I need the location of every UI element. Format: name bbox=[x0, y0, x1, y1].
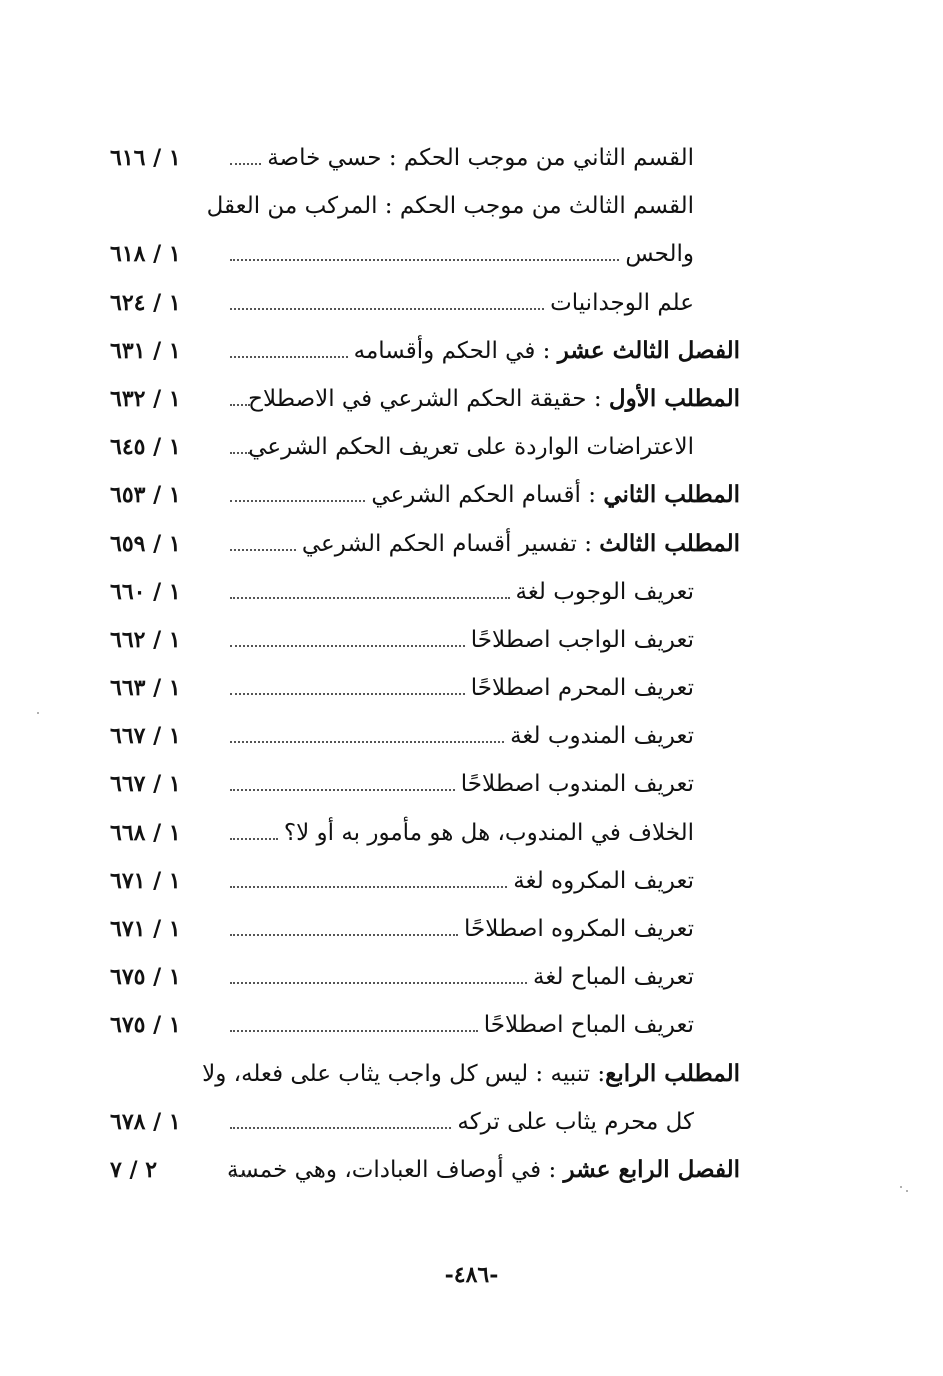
dot-leader bbox=[230, 597, 510, 599]
dot-leader bbox=[230, 789, 455, 791]
dot-leader bbox=[230, 693, 465, 695]
toc-entry-heading: الفصل الرابع عشر bbox=[563, 1155, 740, 1183]
toc-entry-text: تعريف الوجوب لغة bbox=[515, 578, 694, 605]
toc-entry bbox=[0, 183, 943, 231]
toc-entry-text: : في أوصاف العبادات، وهي خمسة bbox=[226, 1156, 564, 1183]
toc-entry bbox=[0, 665, 943, 713]
toc-entry bbox=[0, 569, 943, 617]
page-number-footer: -٤٨٦- bbox=[444, 1262, 499, 1288]
dot-leader bbox=[230, 886, 507, 888]
toc-entry bbox=[0, 1051, 943, 1099]
toc-entry bbox=[0, 954, 943, 1002]
toc-page-reference: ١ / ٦١٦ bbox=[110, 145, 181, 171]
toc-entry bbox=[0, 472, 943, 520]
toc-entry-title bbox=[248, 382, 740, 416]
toc-entry-heading: المطلب الرابع bbox=[605, 1059, 740, 1087]
toc-entry-text: تعريف المكروه لغة bbox=[513, 867, 694, 894]
toc-entry-title bbox=[533, 960, 694, 994]
toc-entry-heading: المطلب الثاني bbox=[603, 481, 740, 509]
toc-entry-title bbox=[284, 816, 694, 850]
toc-page-reference: ٢ / ٧ bbox=[110, 1156, 158, 1183]
toc-page-reference: ١ / ٦٦٧ bbox=[110, 771, 181, 798]
toc-entry bbox=[0, 424, 943, 472]
toc-page-reference: ١ / ٦٣٢ bbox=[110, 385, 181, 412]
dot-leader bbox=[230, 163, 261, 165]
toc-page-reference: ١ / ٦٦٣ bbox=[110, 675, 181, 702]
toc-page-reference: ١ / ٦٢٤ bbox=[110, 289, 181, 316]
toc-entry-title bbox=[302, 527, 740, 561]
toc-page-reference: ١ / ٦٧٥ bbox=[110, 1012, 181, 1039]
toc-entry-title bbox=[625, 237, 694, 271]
toc-entry bbox=[0, 617, 943, 665]
toc-entry-title bbox=[471, 671, 694, 705]
toc-entry bbox=[0, 761, 943, 809]
toc-entry-title bbox=[513, 864, 694, 898]
toc-entry-text: تعريف المندوب لغة bbox=[510, 723, 694, 750]
toc-page-reference: ١ / ٦٦٢ bbox=[110, 626, 181, 653]
toc-entry-heading: المطلب الأول bbox=[608, 384, 740, 412]
toc-entry-title bbox=[207, 189, 694, 223]
toc-entry bbox=[0, 1002, 943, 1050]
toc-entry-title bbox=[202, 1057, 740, 1091]
toc-entry-text: : تنبيه : ليس كل واجب يثاب على فعله، ولا bbox=[202, 1060, 606, 1087]
toc-entry-text: الخلاف في المندوب، هل هو مأمور به أو لا؟ bbox=[283, 819, 694, 846]
toc-entry-title bbox=[371, 478, 740, 512]
toc-entry bbox=[0, 280, 943, 328]
toc-page-reference: ١ / ٦٧٨ bbox=[110, 1108, 181, 1135]
dot-leader bbox=[230, 838, 278, 840]
toc-page-reference: ١ / ٦٤٥ bbox=[110, 434, 181, 461]
toc-entry-title bbox=[550, 286, 694, 320]
toc-page-reference: ١ / ٦٦٨ bbox=[110, 819, 181, 846]
toc-entry-title bbox=[248, 430, 694, 464]
dot-leader bbox=[230, 404, 250, 406]
dot-leader bbox=[230, 1127, 451, 1129]
toc-entry-title bbox=[267, 141, 694, 175]
toc-page-reference: ١ / ٦١٨ bbox=[110, 241, 181, 268]
toc-entry-title bbox=[484, 1008, 694, 1042]
toc-entry-text: كل محرم يثاب على تركه bbox=[457, 1108, 694, 1135]
dot-leader bbox=[230, 452, 250, 454]
toc-entry bbox=[0, 135, 943, 183]
toc-entry-title bbox=[457, 1105, 694, 1139]
dot-leader bbox=[230, 549, 296, 551]
dot-leader bbox=[230, 1175, 250, 1177]
dot-leader bbox=[230, 1030, 478, 1032]
toc-entry-text: القسم الثالث من موجب الحكم : المركب من العقل bbox=[206, 193, 694, 220]
toc-entry bbox=[0, 1147, 943, 1195]
dot-leader bbox=[230, 500, 365, 502]
toc-page-reference: ١ / ٦٧٥ bbox=[110, 964, 181, 991]
toc-entry bbox=[0, 810, 943, 858]
toc-page-reference: ١ / ٦٣١ bbox=[110, 337, 181, 364]
toc-page-reference: ١ / ٦٥٩ bbox=[110, 530, 181, 557]
dot-leader bbox=[230, 259, 619, 261]
toc-entry-title bbox=[227, 1153, 740, 1187]
toc-entry-title bbox=[516, 575, 695, 609]
scan-speck bbox=[906, 1190, 908, 1192]
dot-leader bbox=[230, 645, 465, 647]
toc-entry-heading: الفصل الثالث عشر bbox=[557, 336, 740, 364]
toc-entry bbox=[0, 1099, 943, 1147]
toc-entry-text: : تفسير أقسام الحكم الشرعي bbox=[301, 530, 600, 557]
toc-entry-text: تعريف المباح لغة bbox=[533, 964, 694, 991]
toc-entry-text: علم الوجدانيات bbox=[550, 289, 694, 316]
scan-speck bbox=[900, 1186, 902, 1188]
toc-entry-title bbox=[510, 719, 694, 753]
toc-entry-title bbox=[471, 623, 694, 657]
toc-entry-text: تعريف المكروه اصطلاحًا bbox=[464, 916, 694, 942]
toc-entry bbox=[0, 328, 943, 376]
dot-leader bbox=[230, 982, 527, 984]
table-of-contents bbox=[0, 135, 943, 1195]
toc-entry bbox=[0, 376, 943, 424]
toc-entry bbox=[0, 906, 943, 954]
toc-entry bbox=[0, 521, 943, 569]
toc-entry-text: والحس bbox=[625, 241, 694, 268]
dot-leader bbox=[230, 308, 544, 310]
toc-page-reference: ١ / ٦٦٠ bbox=[110, 578, 181, 605]
toc-entry-text: الاعتراضات الواردة على تعريف الحكم الشرعي bbox=[248, 434, 694, 461]
toc-entry-text: تعريف المحرم اصطلاحًا bbox=[470, 675, 694, 702]
toc-entry bbox=[0, 713, 943, 761]
scan-speck bbox=[37, 712, 39, 714]
toc-page-reference: ١ / ٦٥٣ bbox=[110, 482, 181, 509]
toc-page-reference: ١ / ٦٧١ bbox=[110, 867, 181, 894]
toc-page-reference: ١ / ٦٦٧ bbox=[110, 723, 181, 750]
dot-leader bbox=[230, 356, 348, 358]
toc-entry-text: تعريف الواجب اصطلاحًا bbox=[470, 626, 694, 653]
toc-entry-title bbox=[464, 912, 694, 946]
toc-entry-text: تعريف المباح اصطلاحًا bbox=[483, 1012, 694, 1039]
toc-page-reference: ١ / ٦٧١ bbox=[110, 916, 181, 942]
dot-leader bbox=[230, 934, 458, 936]
toc-entry-title bbox=[461, 767, 694, 801]
toc-entry bbox=[0, 858, 943, 906]
toc-entry bbox=[0, 231, 943, 279]
toc-entry-heading: المطلب الثالث bbox=[599, 529, 740, 557]
toc-entry-text: : في الحكم وأقسامه bbox=[353, 337, 558, 364]
toc-entry-text: : حقيقة الحكم الشرعي في الاصطلاح bbox=[248, 385, 609, 412]
toc-entry-text: تعريف المندوب اصطلاحًا bbox=[460, 771, 694, 798]
toc-entry-title bbox=[354, 334, 740, 368]
dot-leader bbox=[230, 741, 504, 743]
toc-entry-text: : أقسام الحكم الشرعي bbox=[371, 482, 604, 509]
toc-entry-text: القسم الثاني من موجب الحكم : حسي خاصة bbox=[267, 145, 694, 171]
